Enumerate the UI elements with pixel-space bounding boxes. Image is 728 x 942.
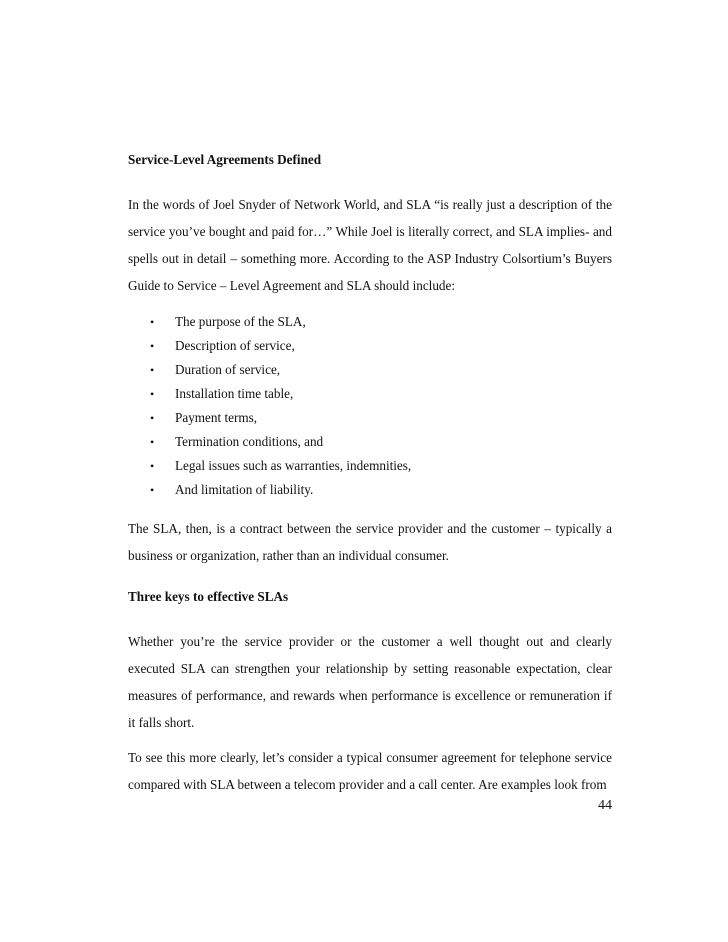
list-item: • Legal issues such as warranties, indemnities,	[150, 454, 411, 478]
page-number: 44	[598, 798, 612, 813]
paragraph-three-keys: Whether you’re the service provider or the customer a well thought out and clearly executed SLA can strengthen your relationship by setting reasonable expectation, clear measures of performance, and rewards when performance is excellence or remuneration if it falls short.	[128, 634, 612, 730]
bullet-icon: •	[150, 339, 155, 353]
section-heading-sla-defined: Service-Level Agreements Defined	[128, 152, 322, 167]
bullet-icon: •	[150, 411, 155, 425]
list-item: • Payment terms,	[150, 406, 411, 430]
list-item: • Description of service,	[150, 334, 411, 358]
paragraph-sla-contract: The SLA, then, is a contract between the service provider and the customer – typically a business or organization, rather than an individual consumer.	[128, 521, 612, 563]
bullet-icon: •	[150, 387, 155, 401]
bullet-icon: •	[150, 459, 155, 473]
list-item: • Installation time table,	[150, 382, 411, 406]
list-item: • And limitation of liability.	[150, 478, 411, 502]
section-heading-three-keys: Three keys to effective SLAs	[128, 589, 289, 604]
paragraph-sla-definition: In the words of Joel Snyder of Network World, and SLA “is really just a description of the service you’ve bought and paid for…” While Joel is literally correct, and SLA implies- and spells out in detail – something more. According to the ASP Industry Colsortium’s Buyers Guide to Service – Level Agreement and SLA should include:	[128, 197, 612, 293]
sla-contents-list	[150, 310, 411, 502]
list-item: • Duration of service,	[150, 358, 411, 382]
list-item: • Termination conditions, and	[150, 430, 411, 454]
bullet-icon: •	[150, 363, 155, 377]
bullet-icon: •	[150, 435, 155, 449]
paragraph-telephone-example: To see this more clearly, let’s consider a typical consumer agreement for telephone service compared with SLA between a telecom provider and a call center. Are examples look from	[128, 750, 612, 792]
bullet-icon: •	[150, 483, 155, 497]
bullet-icon: •	[150, 315, 155, 329]
list-item: • The purpose of the SLA,	[150, 310, 411, 334]
